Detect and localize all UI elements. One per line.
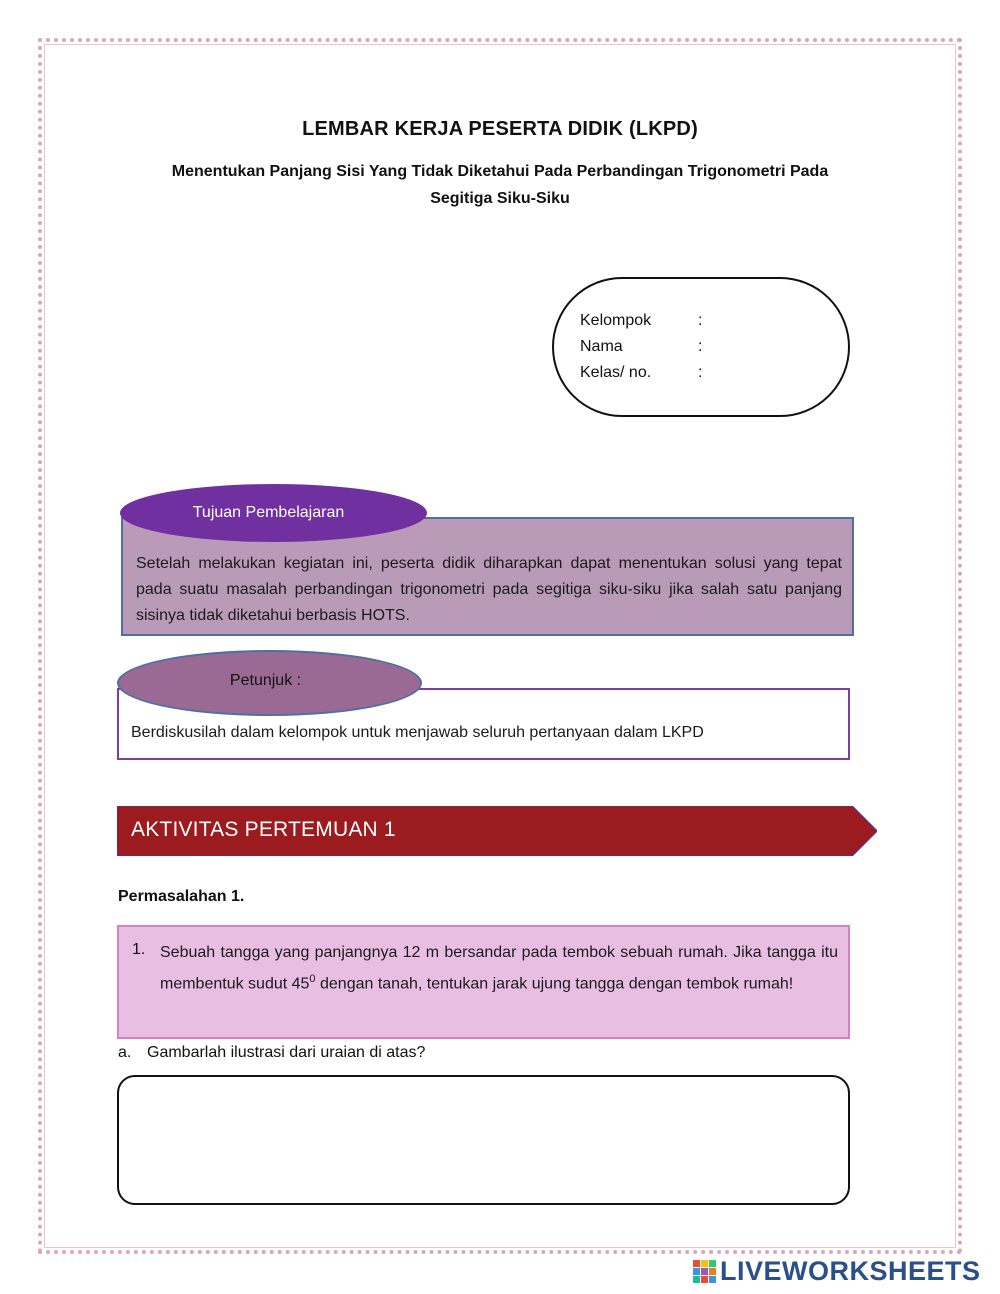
identity-colon: : [698,312,703,329]
identity-row-kelas [580,364,702,382]
subtitle-line-2: Segitiga Siku-Siku [430,190,570,207]
problem-text-end: dengan tanah, tentukan jarak ujung tangga dengan tembok rumah! [315,975,794,993]
learning-goal-label: Tujuan Pembelajaran [120,484,427,542]
identity-colon: : [698,338,703,355]
identity-row-kelompok [580,312,702,330]
identity-box [552,277,850,417]
question-a-letter: a. [118,1044,132,1061]
problem-heading: Permasalahan 1. [118,888,245,905]
page-border [38,38,962,1254]
problem-text-start: Sebuah tangga yang panjangnya 12 m bersandar pada tembok sebuah rumah. Jika tangga itu membentuk sudut 45 [160,944,838,993]
subtitle-line-1: Menentukan Panjang Sisi Yang Tidak Diketahui Pada Perbandingan Trigonometri Pada [171,163,829,180]
degree-superscript: 0 [309,973,316,985]
problem-box [117,925,850,1039]
activity-banner [117,806,877,856]
learning-goal-text: Setelah melakukan kegiatan ini, peserta didik diharapkan dapat menentukan solusi yang tepat pada suatu masalah perbandingan trigonometri pada segitiga siku-siku jika salah satu panjang sisinya tidak diketahui berbasis HOTS. [136,555,842,624]
question-a [118,1044,425,1062]
liveworksheets-wordmark: LIVEWORKSHEETS [720,1256,981,1286]
identity-label-kelas: Kelas/ no. [580,364,652,381]
problem-number: 1. [132,941,146,958]
answer-box[interactable] [117,1075,850,1205]
question-a-text: Gambarlah ilustrasi dari uraian di atas? [147,1044,426,1061]
identity-label-nama: Nama [580,338,623,355]
page-subtitle [140,158,860,212]
problem-text [160,940,838,997]
liveworksheets-logo-icon [692,1259,718,1285]
identity-colon: : [698,364,703,381]
identity-row-nama [580,338,702,356]
instructions-label: Petunjuk : [117,650,422,716]
identity-label-kelompok: Kelompok [580,312,652,329]
instructions-text: Berdiskusilah dalam kelompok untuk menjawab seluruh pertanyaan dalam LKPD [131,724,704,741]
page-title: LEMBAR KERJA PESERTA DIDIK (LKPD) [302,118,698,140]
activity-title: AKTIVITAS PERTEMUAN 1 [131,818,396,841]
liveworksheets-brand[interactable] [692,1256,992,1286]
